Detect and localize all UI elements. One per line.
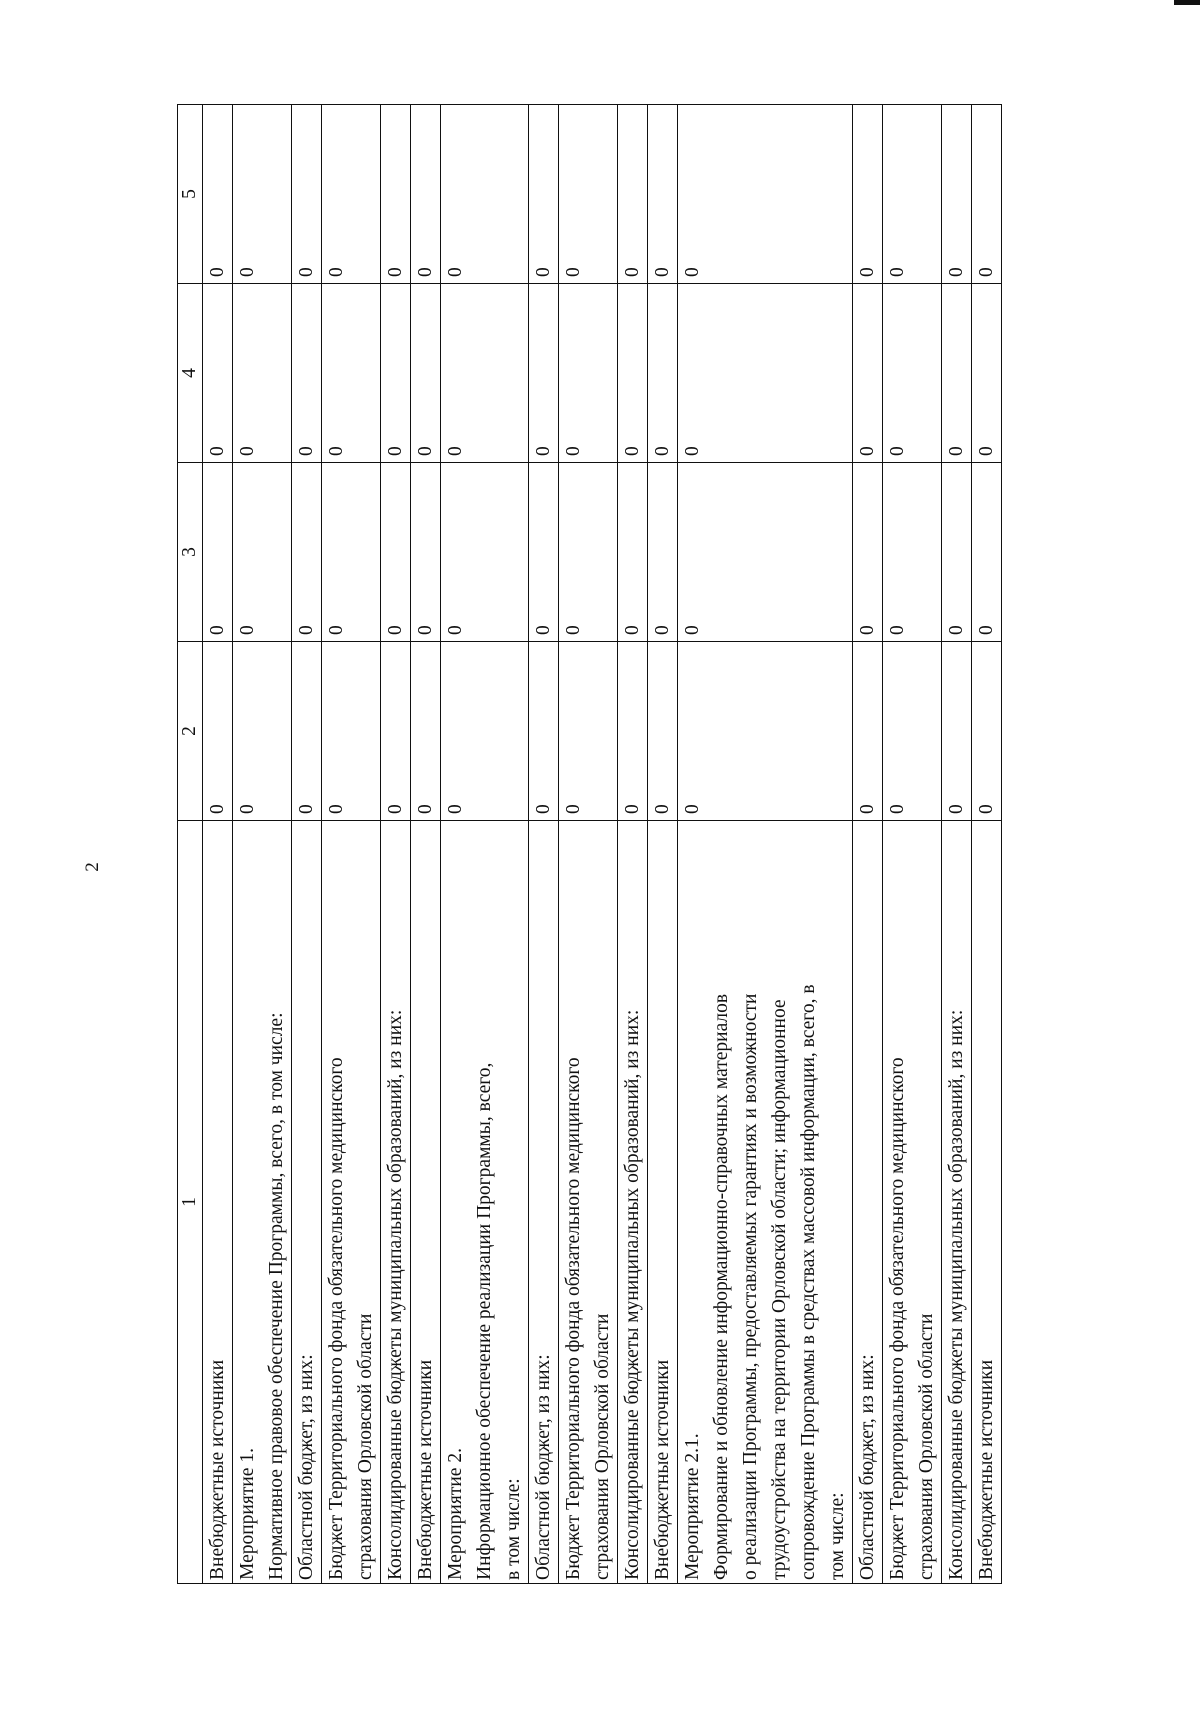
table-row: [942, 105, 972, 1584]
value-cell: 0: [233, 284, 292, 463]
rotated-table-wrapper: [177, 119, 997, 1584]
value-cell: 0: [411, 463, 441, 642]
row-label-line: сопровождение Программы в средствах массовой информации, всего, в: [798, 984, 819, 1580]
row-label-cell: [292, 821, 322, 1584]
table-row: [883, 105, 942, 1584]
value-cell: 0: [322, 642, 381, 821]
row-label-line: Внебюджетные источники: [652, 1359, 673, 1580]
row-label-cell: [322, 821, 381, 1584]
value-cell: 0: [411, 642, 441, 821]
value-cell: 0: [411, 105, 441, 284]
value-cell: 0: [559, 105, 618, 284]
value-cell: 0: [678, 105, 853, 284]
row-label-line: Внебюджетные источники: [415, 1359, 436, 1580]
row-label-line: Формирование и обновление информационно-справочных материалов: [711, 993, 732, 1580]
value-cell: 0: [322, 463, 381, 642]
row-label-line: страхования Орловской области: [592, 1313, 613, 1580]
row-label-line: в том числе:: [503, 1478, 524, 1580]
value-cell: 0: [529, 463, 559, 642]
table-row: [648, 105, 678, 1584]
value-cell: 0: [203, 642, 233, 821]
value-cell: 0: [292, 463, 322, 642]
row-label-line: страхования Орловской области: [916, 1313, 937, 1580]
value-cell: 0: [292, 642, 322, 821]
value-cell: 0: [203, 284, 233, 463]
row-label-cell: [381, 821, 411, 1584]
value-cell: 0: [618, 642, 648, 821]
row-label-line: Мероприятие 2.1.: [682, 1433, 703, 1580]
row-label-cell: [411, 821, 441, 1584]
value-cell: 0: [292, 284, 322, 463]
table-row: [203, 105, 233, 1584]
row-label-line: Консолидированные бюджеты муниципальных образований, из них:: [946, 1009, 967, 1580]
value-cell: 0: [972, 463, 1002, 642]
value-cell: 0: [648, 284, 678, 463]
value-cell: 0: [292, 105, 322, 284]
value-cell: 0: [203, 105, 233, 284]
row-label-cell: [441, 821, 529, 1584]
row-label-cell: [529, 821, 559, 1584]
value-cell: 0: [441, 642, 529, 821]
value-cell: 0: [853, 284, 883, 463]
header-cell-5: 5: [178, 105, 203, 284]
header-cell-1: 1: [178, 821, 203, 1584]
row-label-line: Бюджет Территориального фонда обязательного медицинского: [887, 1057, 908, 1580]
value-cell: 0: [678, 463, 853, 642]
value-cell: 0: [381, 105, 411, 284]
value-cell: 0: [441, 105, 529, 284]
value-cell: 0: [648, 463, 678, 642]
row-label-line: страхования Орловской области: [355, 1313, 376, 1580]
scan-edge-mark: [1174, 0, 1200, 5]
value-cell: 0: [618, 105, 648, 284]
row-label-cell: [883, 821, 942, 1584]
row-label-line: Консолидированные бюджеты муниципальных образований, из них:: [385, 1009, 406, 1580]
row-label-cell: [618, 821, 648, 1584]
row-label-line: трудоустройства на территории Орловской области; информационное: [769, 999, 790, 1580]
row-label-line: Консолидированные бюджеты муниципальных образований, из них:: [622, 1009, 643, 1580]
value-cell: 0: [648, 642, 678, 821]
value-cell: 0: [322, 105, 381, 284]
value-cell: 0: [381, 463, 411, 642]
table-row: [233, 105, 292, 1584]
table-row: [411, 105, 441, 1584]
value-cell: 0: [678, 642, 853, 821]
value-cell: 0: [529, 284, 559, 463]
value-cell: 0: [942, 463, 972, 642]
value-cell: 0: [883, 284, 942, 463]
page-number: 2: [81, 862, 103, 872]
header-cell-3: 3: [178, 463, 203, 642]
row-label-line: том числе:: [827, 1492, 848, 1580]
row-label-line: Областной бюджет, из них:: [533, 1354, 554, 1580]
row-label-cell: [853, 821, 883, 1584]
value-cell: 0: [233, 642, 292, 821]
value-cell: 0: [853, 463, 883, 642]
table-row: [292, 105, 322, 1584]
table-row: [618, 105, 648, 1584]
row-label-line: Областной бюджет, из них:: [296, 1354, 317, 1580]
row-label-line: Внебюджетные источники: [976, 1359, 997, 1580]
row-label-line: Мероприятие 2.: [445, 1448, 466, 1580]
value-cell: 0: [883, 105, 942, 284]
row-label-line: Мероприятие 1.: [237, 1448, 258, 1580]
value-cell: 0: [678, 284, 853, 463]
row-label-cell: [972, 821, 1002, 1584]
value-cell: 0: [972, 284, 1002, 463]
value-cell: 0: [942, 284, 972, 463]
value-cell: 0: [618, 284, 648, 463]
value-cell: 0: [233, 463, 292, 642]
table-header-row: [178, 105, 203, 1584]
value-cell: 0: [441, 463, 529, 642]
value-cell: 0: [942, 105, 972, 284]
value-cell: 0: [203, 463, 233, 642]
value-cell: 0: [883, 463, 942, 642]
budget-table: [177, 104, 1002, 1584]
table-row: [322, 105, 381, 1584]
row-label-line: Информационное обеспечение реализации Программы, всего,: [474, 1062, 495, 1580]
row-label-line: Бюджет Территориального фонда обязательного медицинского: [326, 1057, 347, 1580]
row-label-cell: [233, 821, 292, 1584]
row-label-line: Нормативное правовое обеспечение Программы, всего, в том числе:: [266, 1012, 287, 1580]
value-cell: 0: [529, 642, 559, 821]
value-cell: 0: [559, 463, 618, 642]
table-row: [529, 105, 559, 1584]
value-cell: 0: [441, 284, 529, 463]
value-cell: 0: [648, 105, 678, 284]
table-row: [559, 105, 618, 1584]
table-row: [381, 105, 411, 1584]
table-row: [853, 105, 883, 1584]
value-cell: 0: [381, 284, 411, 463]
row-label-line: о реализации Программы, предоставляемых гарантиях и возможности: [740, 993, 761, 1580]
row-label-line: Областной бюджет, из них:: [857, 1354, 878, 1580]
value-cell: 0: [972, 642, 1002, 821]
value-cell: 0: [618, 463, 648, 642]
value-cell: 0: [559, 284, 618, 463]
value-cell: 0: [529, 105, 559, 284]
row-label-cell: [942, 821, 972, 1584]
table-row: [441, 105, 529, 1584]
table-row: [678, 105, 853, 1584]
value-cell: 0: [411, 284, 441, 463]
budget-table-body: [178, 105, 1002, 1584]
value-cell: 0: [853, 642, 883, 821]
value-cell: 0: [853, 105, 883, 284]
row-label-cell: [559, 821, 618, 1584]
value-cell: 0: [972, 105, 1002, 284]
header-cell-4: 4: [178, 284, 203, 463]
value-cell: 0: [559, 642, 618, 821]
value-cell: 0: [883, 642, 942, 821]
row-label-cell: [648, 821, 678, 1584]
value-cell: 0: [322, 284, 381, 463]
value-cell: 0: [233, 105, 292, 284]
value-cell: 0: [381, 642, 411, 821]
row-label-cell: [678, 821, 853, 1584]
row-label-line: Внебюджетные источники: [207, 1359, 228, 1580]
table-row: [972, 105, 1002, 1584]
row-label-line: Бюджет Территориального фонда обязательного медицинского: [563, 1057, 584, 1580]
header-cell-2: 2: [178, 642, 203, 821]
row-label-cell: [203, 821, 233, 1584]
value-cell: 0: [942, 642, 972, 821]
